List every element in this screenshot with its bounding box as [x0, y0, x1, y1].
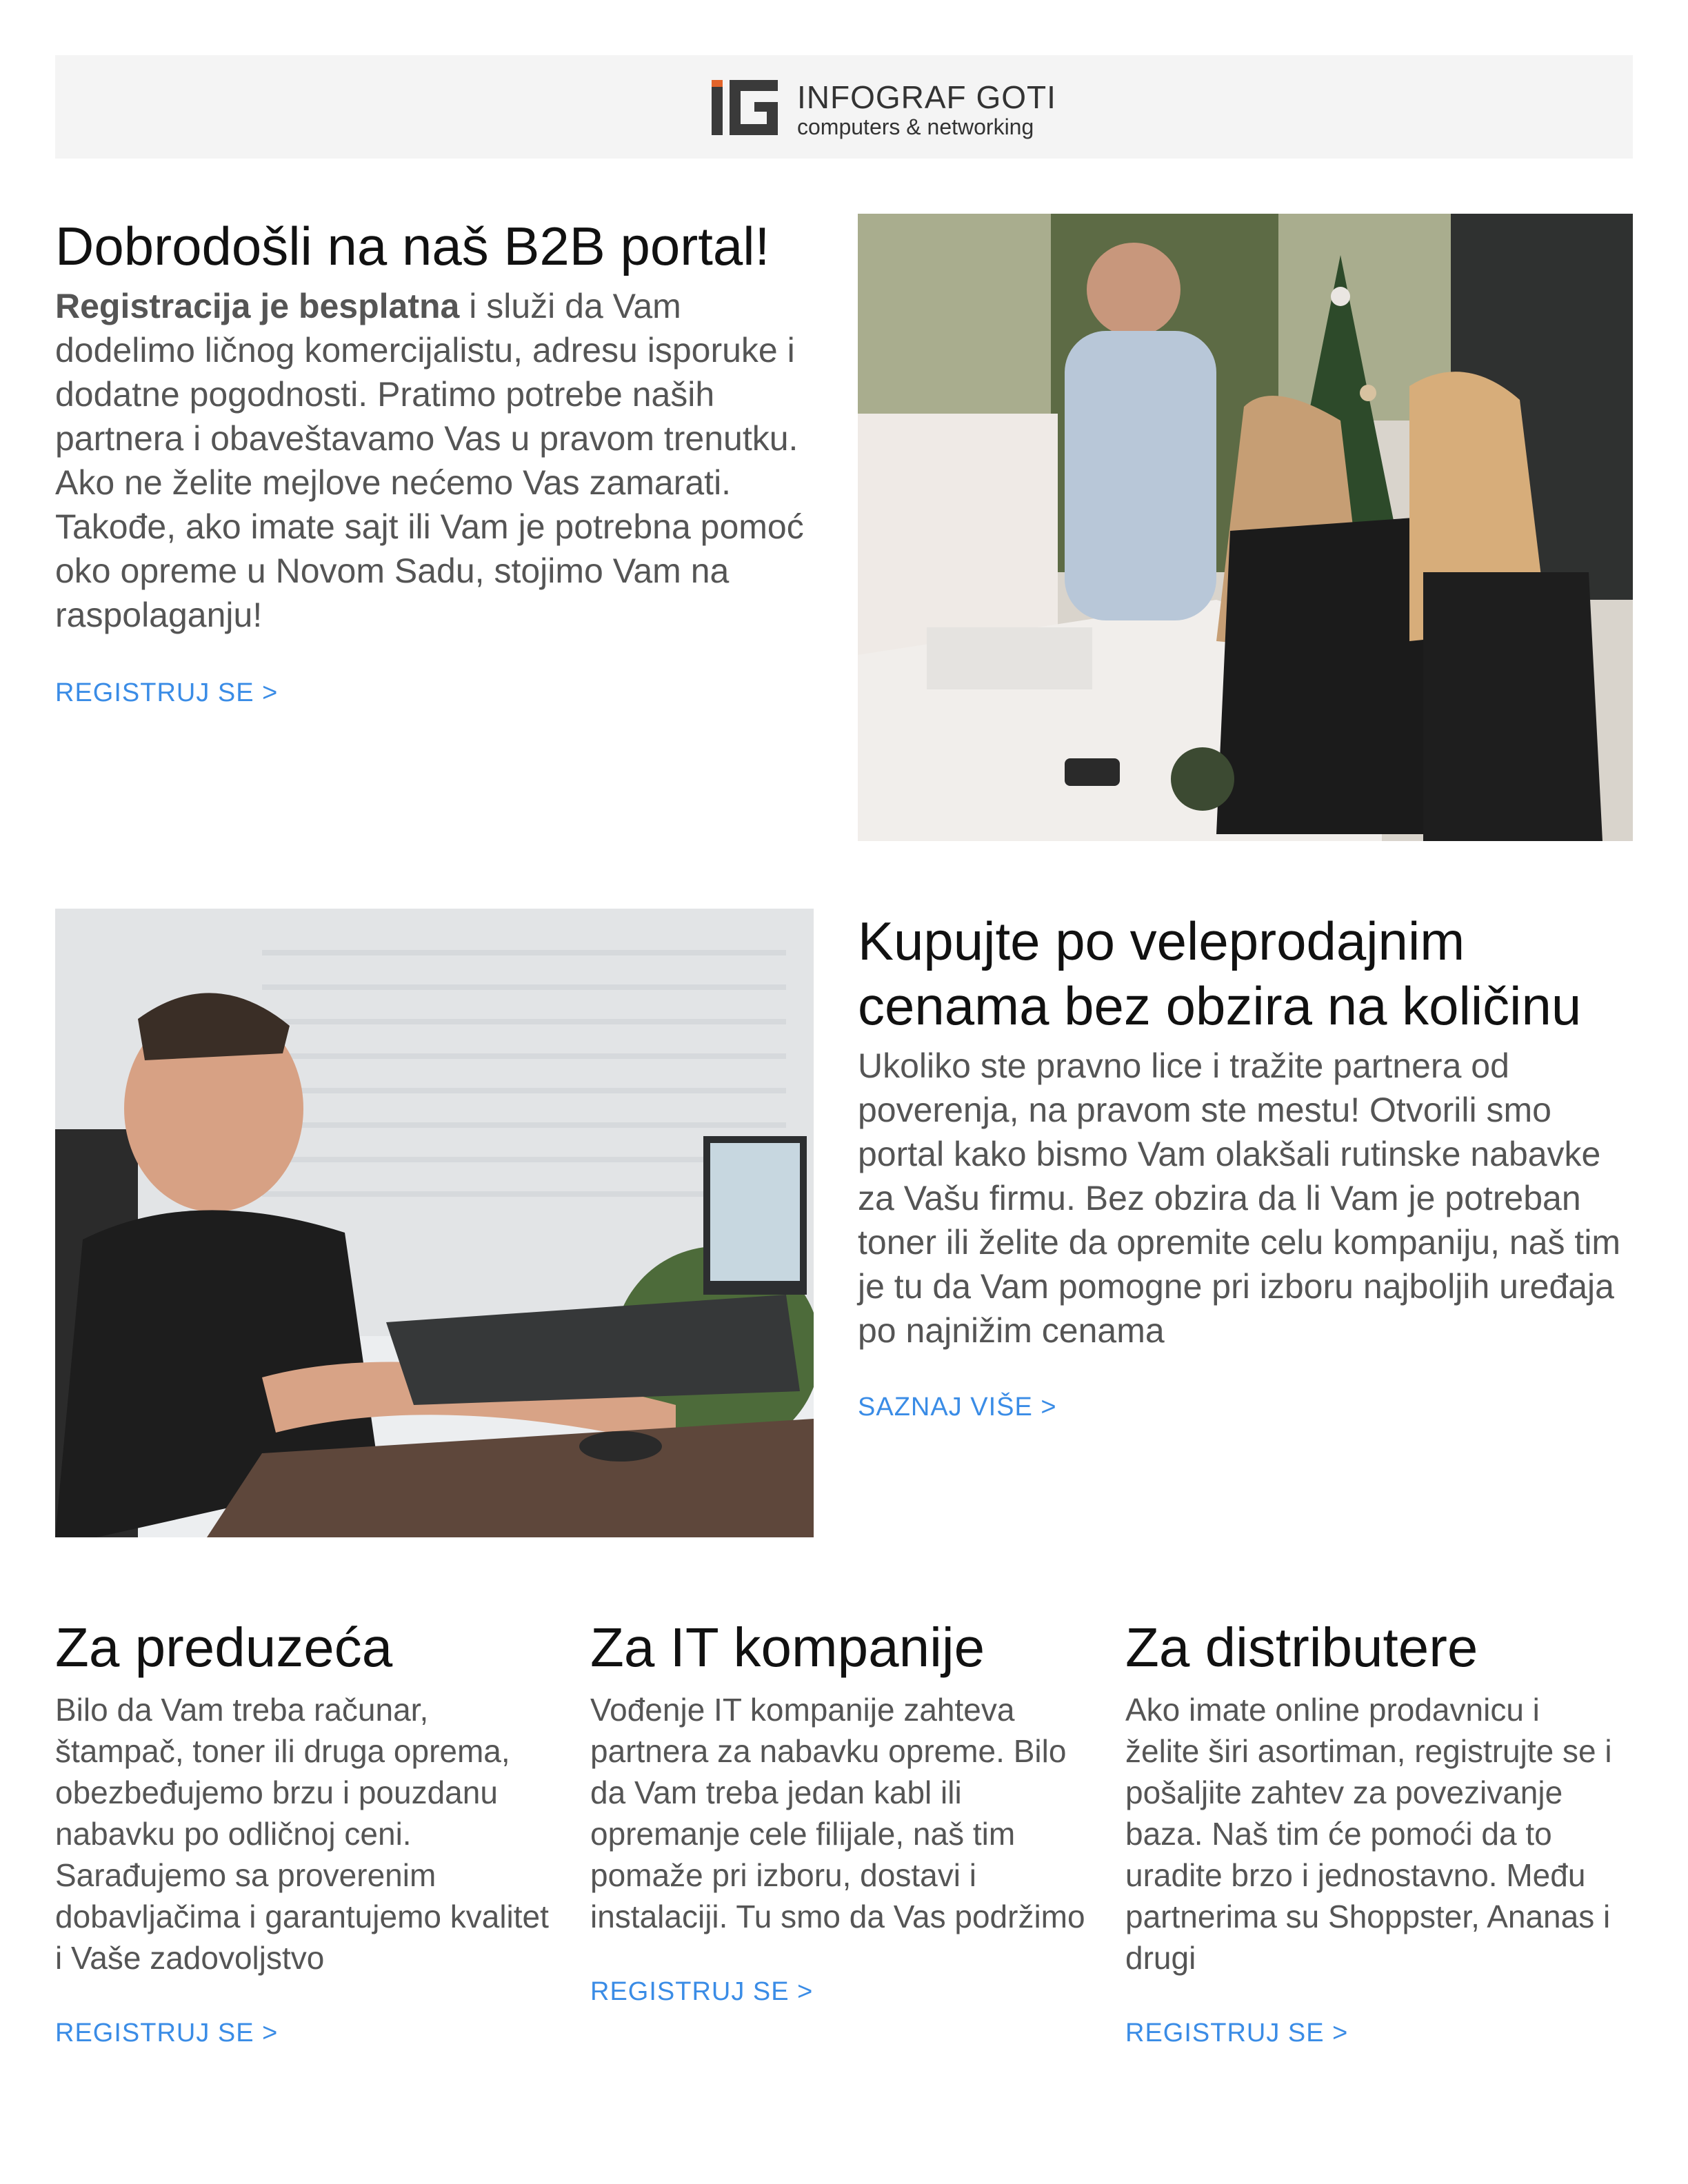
audience-column-it-companies	[590, 1613, 1087, 2007]
wholesale-section	[858, 909, 1633, 1422]
intro-register-link[interactable]: REGISTRUJ SE >	[55, 678, 279, 707]
audience-register-link[interactable]: REGISTRUJ SE >	[55, 2019, 279, 2048]
audience-register-link[interactable]: REGISTRUJ SE >	[590, 1977, 814, 2006]
brand-name: INFOGRAF GOTI	[797, 79, 1056, 115]
intro-body-text: i služi da Vam dodelimo ličnog komercijalistu, adresu isporuke i dodatne pogodnosti. Pratimo potrebe naših partnera i obaveštavamo Vas u pravom trenutku. Ako ne želite mejlove nećemo Vas zamarati. Takođe, ako imate sajt ili Vam je potrebna pomoć oko opreme u Novom Sadu, stojimo Vam na raspolaganju!	[55, 287, 804, 634]
audience-title: Za distributere	[1125, 1617, 1478, 1678]
audience-body: Ako imate online prodavnicu i želite širi asortiman, registrujte se i pošaljite zahtev za povezivanje baza. Naš tim će pomoći da to uradite brzo i jednostavno. Među partnerima su Shoppster, Ananas i drugi	[1125, 1692, 1612, 1976]
header-banner	[55, 55, 1633, 159]
brand-tagline: computers & networking	[797, 114, 1034, 139]
audience-column-companies	[55, 1613, 552, 2048]
intro-title: Dobrodošli na naš B2B portal!	[55, 216, 770, 276]
audience-register-link[interactable]: REGISTRUJ SE >	[1125, 2019, 1349, 2048]
audience-body: Bilo da Vam treba računar, štampač, toner ili druga oprema, obezbeđujemo brzu i pouzdanu nabavku po odličnoj ceni. Sarađujemo sa proverenim dobavljačima i garantujemo kvalitet i Vaše zadovoljstvo	[55, 1692, 549, 1976]
brand-logo[interactable]	[712, 74, 1098, 141]
intro-section	[55, 214, 827, 708]
employee-laptop-photo	[55, 909, 814, 1537]
intro-body	[55, 284, 827, 637]
intro-lead-bold: Registracija je besplatna	[55, 287, 460, 325]
wholesale-learn-more-link[interactable]: SAZNAJ VIŠE >	[858, 1393, 1057, 1422]
wholesale-title: Kupujte po veleprodajnim cenama bez obzira na količinu	[858, 911, 1582, 1036]
audience-column-distributors	[1125, 1613, 1622, 2048]
audience-body: Vođenje IT kompanije zahteva partnera za nabavku opreme. Bilo da Vam treba jedan kabl ili opremanje cele filijale, naš tim pomaže pri izboru, dostavi i instalaciji. Tu smo da Vas podržimo	[590, 1692, 1085, 1934]
audience-title: Za IT kompanije	[590, 1617, 985, 1678]
logo-mark-icon	[712, 80, 778, 135]
audience-title: Za preduzeća	[55, 1617, 393, 1678]
wholesale-body: Ukoliko ste pravno lice i tražite partnera od poverenja, na pravom ste mestu! Otvorili smo portal kako bismo Vam olakšali rutinske nabavke za Vašu firmu. Bez obzira da li Vam je potreban toner ili želite da opremite celu kompaniju, naš tim je tu da Vam pomogne pri izboru najboljih uređaja po najnižim cenama	[858, 1046, 1621, 1350]
office-team-photo	[858, 214, 1633, 841]
